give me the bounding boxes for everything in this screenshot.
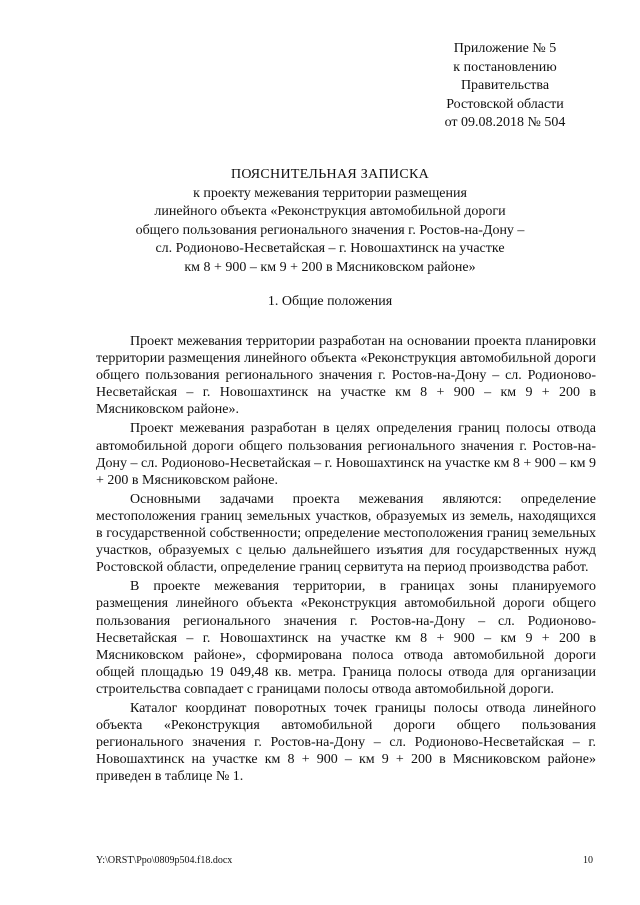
- page-number: 10: [583, 855, 593, 866]
- title-line: сл. Родионово-Несветайская – г. Новошахтинск на участке: [155, 241, 505, 256]
- title-line: к проекту межевания территории размещения: [193, 185, 467, 201]
- paragraph: Каталог координат поворотных точек границы полосы отвода линейного объекта «Реконструкция автомобильной дороги общего пользования регионального значения г. Ростов-на-Дону – сл. Родионово-Несветайская – г. Новошахтинск на участке км 8 + 900 – км 9 + 200 в Мясниковском районе» приведен в таблице № 1.: [96, 700, 596, 785]
- appendix-line: к постановлению: [453, 59, 557, 75]
- appendix-block: [390, 40, 620, 133]
- appendix-line: от 09.08.2018 № 504: [444, 115, 566, 130]
- section-heading: 1. Общие положения: [267, 294, 393, 309]
- document-title: [60, 166, 600, 277]
- body-text: [96, 333, 596, 787]
- title-line: линейного объекта «Реконструкция автомобильной дороги: [154, 204, 506, 219]
- appendix-line: Правительства: [460, 78, 550, 93]
- title-line: км 8 + 900 – км 9 + 200 в Мясниковском районе»: [184, 259, 476, 275]
- footer-file-path: Y:\ORST\Ppo\0809p504.f18.docx: [96, 855, 233, 866]
- paragraph: Проект межевания разработан в целях определения границ полосы отвода автомобильной дороги общего пользования регионального значения г. Ростов-на-Дону – сл. Родионово-Несветайская – г. Новошахтинск на участке км 8 + 900 – км 9 + 200 в Мясниковском районе.: [96, 421, 596, 488]
- paragraph: Проект межевания территории разработан на основании проекта планировки территории размещения линейного объекта «Реконструкция автомобильной дороги общего пользования регионального значения г. Ростов-на-Дону – сл. Родионово-Несветайская – г. Новошахтинск на участке км 8 + 900 – км 9 + 200 в Мясниковском районе».: [96, 334, 596, 418]
- paragraph: Основными задачами проекта межевания являются: определение местоположения границ земельных участков, образуемых из земель, находящихся в государственной собственности; определение местоположения границ земельных участков, образуемых с целью дальнейшего изъятия для государственных нужд Ростовской области, определение границ сервитута на период производства работ.: [96, 491, 596, 576]
- appendix-line: Приложение № 5: [453, 41, 557, 56]
- paragraph: В проекте межевания территории, в границах зоны планируемого размещения линейного объекта «Реконструкция автомобильной дороги общего пользования регионального значения г. Ростов-на-Дону – сл. Родионово-Несветайская – г. Новошахтинск на участке км 8 + 900 – км 9 + 200 в Мясниковском районе», сформирована полоса отвода автомобильной дороги общей площадью 19 049,48 кв. метра. Граница полосы отвода для организации строительства совпадает с границами полосы отвода автомобильной дороги.: [96, 579, 596, 697]
- title-heading: ПОЯСНИТЕЛЬНАЯ ЗАПИСКА: [230, 167, 430, 182]
- title-line: общего пользования регионального значения г. Ростов-на-Дону –: [135, 222, 525, 238]
- appendix-line: Ростовской области: [446, 96, 564, 112]
